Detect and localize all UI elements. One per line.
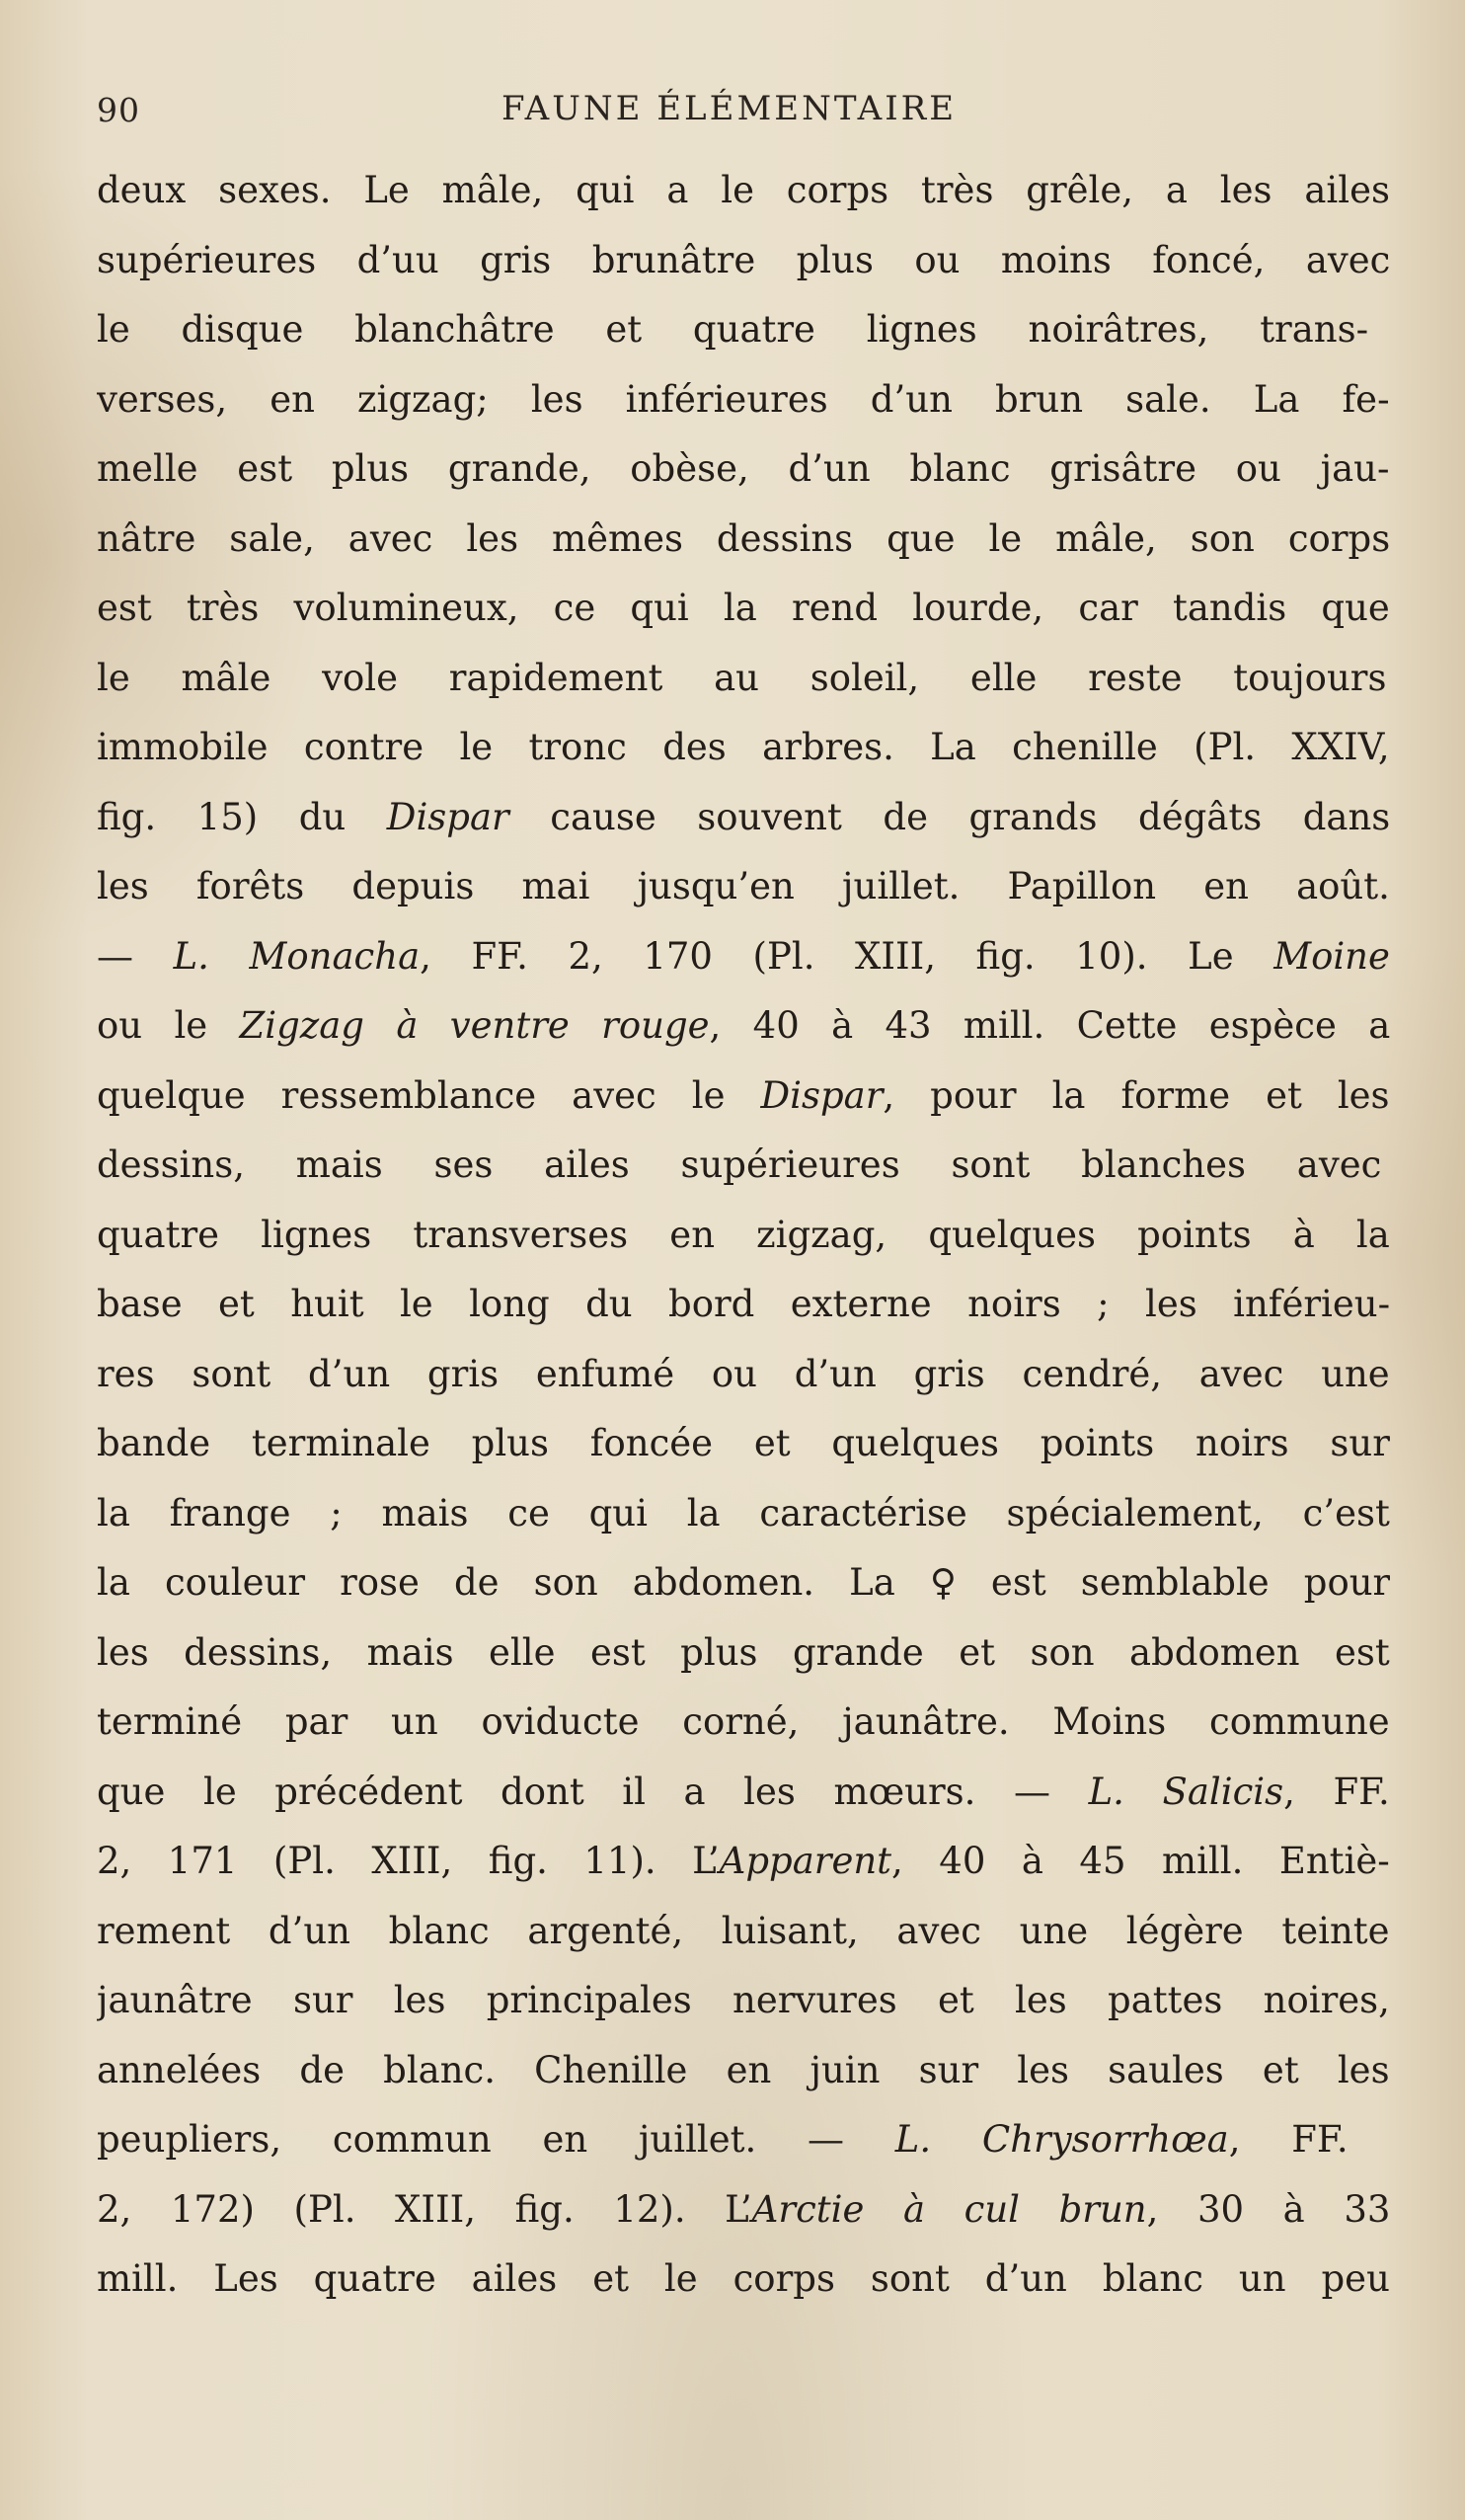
text-run: la couleur rose de son abdomen. La ♀ est semblable pour	[97, 1561, 1390, 1604]
italic-text: Dispar	[760, 1073, 884, 1117]
text-run: , FF.	[1283, 1770, 1390, 1813]
text-run: quatre lignes transverses en zigzag, quelques points à la	[97, 1213, 1390, 1256]
italic-text: Moine	[1273, 934, 1390, 978]
text-line	[97, 783, 1390, 853]
text-run: dessins, mais ses ailes supérieures sont blanches avec	[97, 1143, 1382, 1186]
text-run: 2, 171 (Pl. XIII, fig. 11). L’	[97, 1840, 720, 1882]
text-line	[97, 922, 1390, 992]
text-line	[97, 2036, 1390, 2106]
text-line	[97, 505, 1390, 575]
text-line	[97, 1062, 1390, 1132]
text-run: res sont d’un gris enfumé ou d’un gris cendré, avec une	[97, 1352, 1390, 1395]
italic-text: L. Chrysorrhœa	[894, 2118, 1229, 2161]
text-run: peupliers, commun en juillet. —	[97, 2118, 895, 2161]
text-line	[97, 1131, 1390, 1201]
text-run: est très volumineux, ce qui la rend lourde, car tandis que	[97, 587, 1390, 629]
text-run: , pour la forme et les	[883, 1073, 1390, 1117]
text-line	[97, 1688, 1390, 1758]
text-run: les dessins, mais elle est plus grande et son abdomen est	[97, 1630, 1390, 1674]
text-run: annelées de blanc. Chenille en juin sur les saules et les	[97, 2048, 1390, 2091]
text-run: , 40 à 45 mill. Entiè-	[891, 1840, 1390, 1882]
text-line	[97, 991, 1390, 1062]
text-line	[97, 644, 1390, 714]
text-line	[97, 434, 1390, 505]
text-line	[97, 156, 1390, 226]
text-line	[97, 1270, 1390, 1340]
text-run: 2, 172) (Pl. XIII, fig. 12). L’	[97, 2187, 752, 2231]
text-run: , 40 à 43 mill. Cette espèce a	[709, 1004, 1390, 1047]
text-line	[97, 2105, 1390, 2175]
italic-text: Arctie à cul brun	[751, 2187, 1147, 2231]
italic-text: L. Monacha	[173, 934, 421, 978]
text-line	[97, 1548, 1390, 1618]
body-text	[97, 156, 1390, 2315]
text-run: base et huit le long du bord externe noirs ; les inférieu-	[97, 1283, 1390, 1325]
text-run: cause souvent de grands dégâts dans	[508, 795, 1390, 838]
running-head: FAUNE ÉLÉMENTAIRE	[501, 89, 958, 128]
text-line	[97, 1409, 1390, 1479]
italic-text: Apparent	[719, 1840, 892, 1882]
text-line	[97, 574, 1390, 644]
text-line	[97, 2175, 1390, 2245]
text-run: la frange ; mais ce qui la caractérise spécialement, c’est	[97, 1491, 1390, 1535]
page-header	[97, 83, 1380, 132]
text-line	[97, 226, 1390, 296]
text-run: ou le	[97, 1004, 240, 1047]
italic-text: Zigzag à ventre rouge	[239, 1004, 710, 1047]
text-run: quelque ressemblance avec le	[97, 1073, 761, 1117]
text-line	[97, 295, 1390, 365]
text-run: bande terminale plus foncée et quelques points noirs sur	[97, 1422, 1390, 1464]
text-run: melle est plus grande, obèse, d’un blanc grisâtre ou jau-	[97, 447, 1390, 490]
text-line	[97, 1897, 1390, 1967]
text-line	[97, 365, 1390, 435]
text-run: le mâle vole rapidement au soleil, elle reste toujours	[97, 656, 1387, 699]
text-run: terminé par un oviducte corné, jaunâtre. Moins commune	[97, 1700, 1390, 1743]
text-run: fig. 15) du	[97, 795, 387, 838]
text-line	[97, 1479, 1390, 1549]
text-run: les forêts depuis mai jusqu’en juillet. Papillon en août.	[97, 865, 1390, 907]
text-run: nâtre sale, avec les mêmes dessins que le mâle, son corps	[97, 516, 1390, 560]
text-run: verses, en zigzag; les inférieures d’un brun sale. La fe-	[97, 377, 1390, 421]
text-run: le disque blanchâtre et quatre lignes noirâtres, trans-	[97, 308, 1369, 351]
text-run: , FF. 2, 170 (Pl. XIII, fig. 10). Le	[420, 934, 1274, 978]
text-run: immobile contre le tronc des arbres. La chenille (Pl. XXIV,	[97, 726, 1390, 768]
text-line	[97, 1758, 1390, 1828]
text-line	[97, 1827, 1390, 1897]
text-run: , FF.	[1228, 2118, 1349, 2161]
italic-text: L. Salicis	[1088, 1770, 1284, 1813]
text-line	[97, 1340, 1390, 1410]
text-run: deux sexes. Le mâle, qui a le corps très grêle, a les ailes	[97, 169, 1390, 211]
italic-text: Dispar	[386, 795, 509, 838]
text-run: —	[97, 934, 174, 978]
text-run: que le précédent dont il a les mœurs. —	[97, 1770, 1089, 1813]
text-line	[97, 713, 1390, 783]
text-run: supérieures d’uu gris brunâtre plus ou moins foncé, avec	[97, 238, 1390, 281]
text-line	[97, 2244, 1390, 2315]
text-run: jaunâtre sur les principales nervures et les pattes noires,	[97, 1979, 1390, 2021]
text-line	[97, 852, 1390, 922]
text-line	[97, 1201, 1390, 1271]
page-number: 90	[97, 91, 140, 129]
text-run: , 30 à 33	[1146, 2187, 1390, 2231]
text-line	[97, 1966, 1390, 2036]
text-run: mill. Les quatre ailes et le corps sont d’un blanc un peu	[97, 2257, 1390, 2300]
text-run: rement d’un blanc argenté, luisant, avec une légère teinte	[97, 1909, 1390, 1952]
text-line	[97, 1618, 1390, 1689]
